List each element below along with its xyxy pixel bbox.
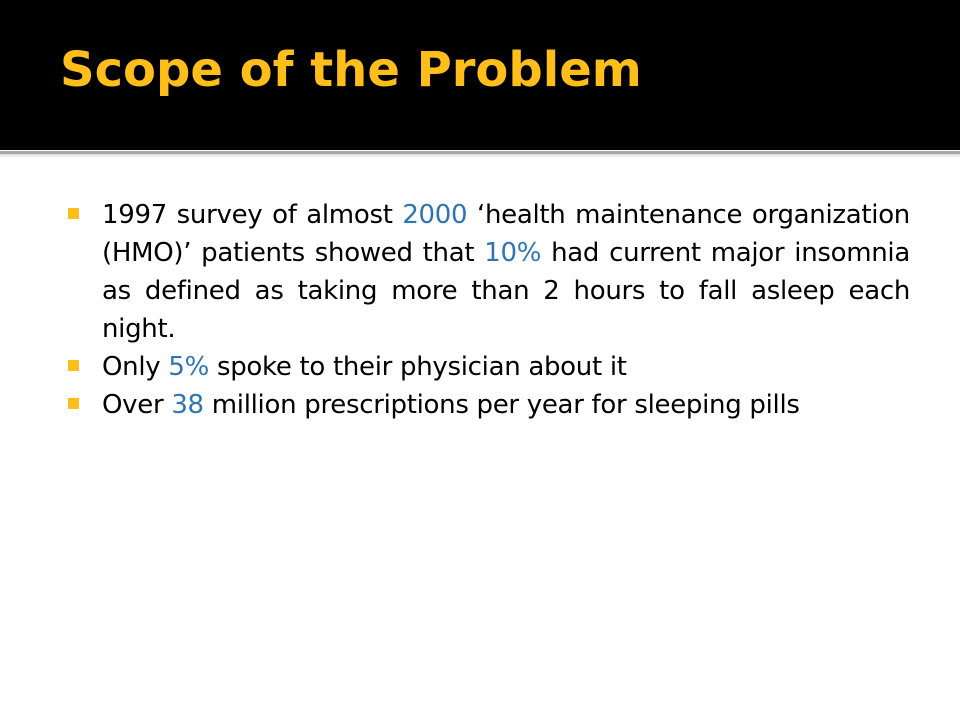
bullet-list bbox=[66, 196, 910, 424]
bullet-text: Only bbox=[102, 352, 169, 382]
square-bullet-icon bbox=[68, 360, 79, 371]
bullet-text: ‘health maintenance organization (HMO)’ patients showed that bbox=[102, 200, 910, 268]
bullet-text: million prescriptions per year for sleeping pills bbox=[203, 390, 800, 420]
highlight-number: 5% bbox=[168, 352, 209, 382]
bullet-text: spoke to their physician about it bbox=[208, 352, 627, 382]
bullet-item-survey bbox=[66, 196, 910, 348]
title-divider-shadow bbox=[0, 154, 960, 158]
square-bullet-icon bbox=[68, 208, 79, 219]
bullet-text: 1997 survey of almost bbox=[102, 200, 403, 230]
highlight-number: 38 bbox=[171, 390, 204, 420]
highlight-number: 2000 bbox=[402, 200, 468, 230]
title-bar bbox=[0, 0, 960, 150]
bullet-text: Over bbox=[102, 390, 172, 420]
slide-title: Scope of the Problem bbox=[60, 42, 642, 98]
highlight-number: 10% bbox=[484, 238, 542, 268]
bullet-text: had current major insomnia as defined as taking more than 2 hours to fall asleep each night. bbox=[102, 238, 910, 344]
bullet-item-physician bbox=[66, 348, 910, 386]
square-bullet-icon bbox=[68, 398, 79, 409]
bullet-item-prescriptions bbox=[66, 386, 910, 424]
